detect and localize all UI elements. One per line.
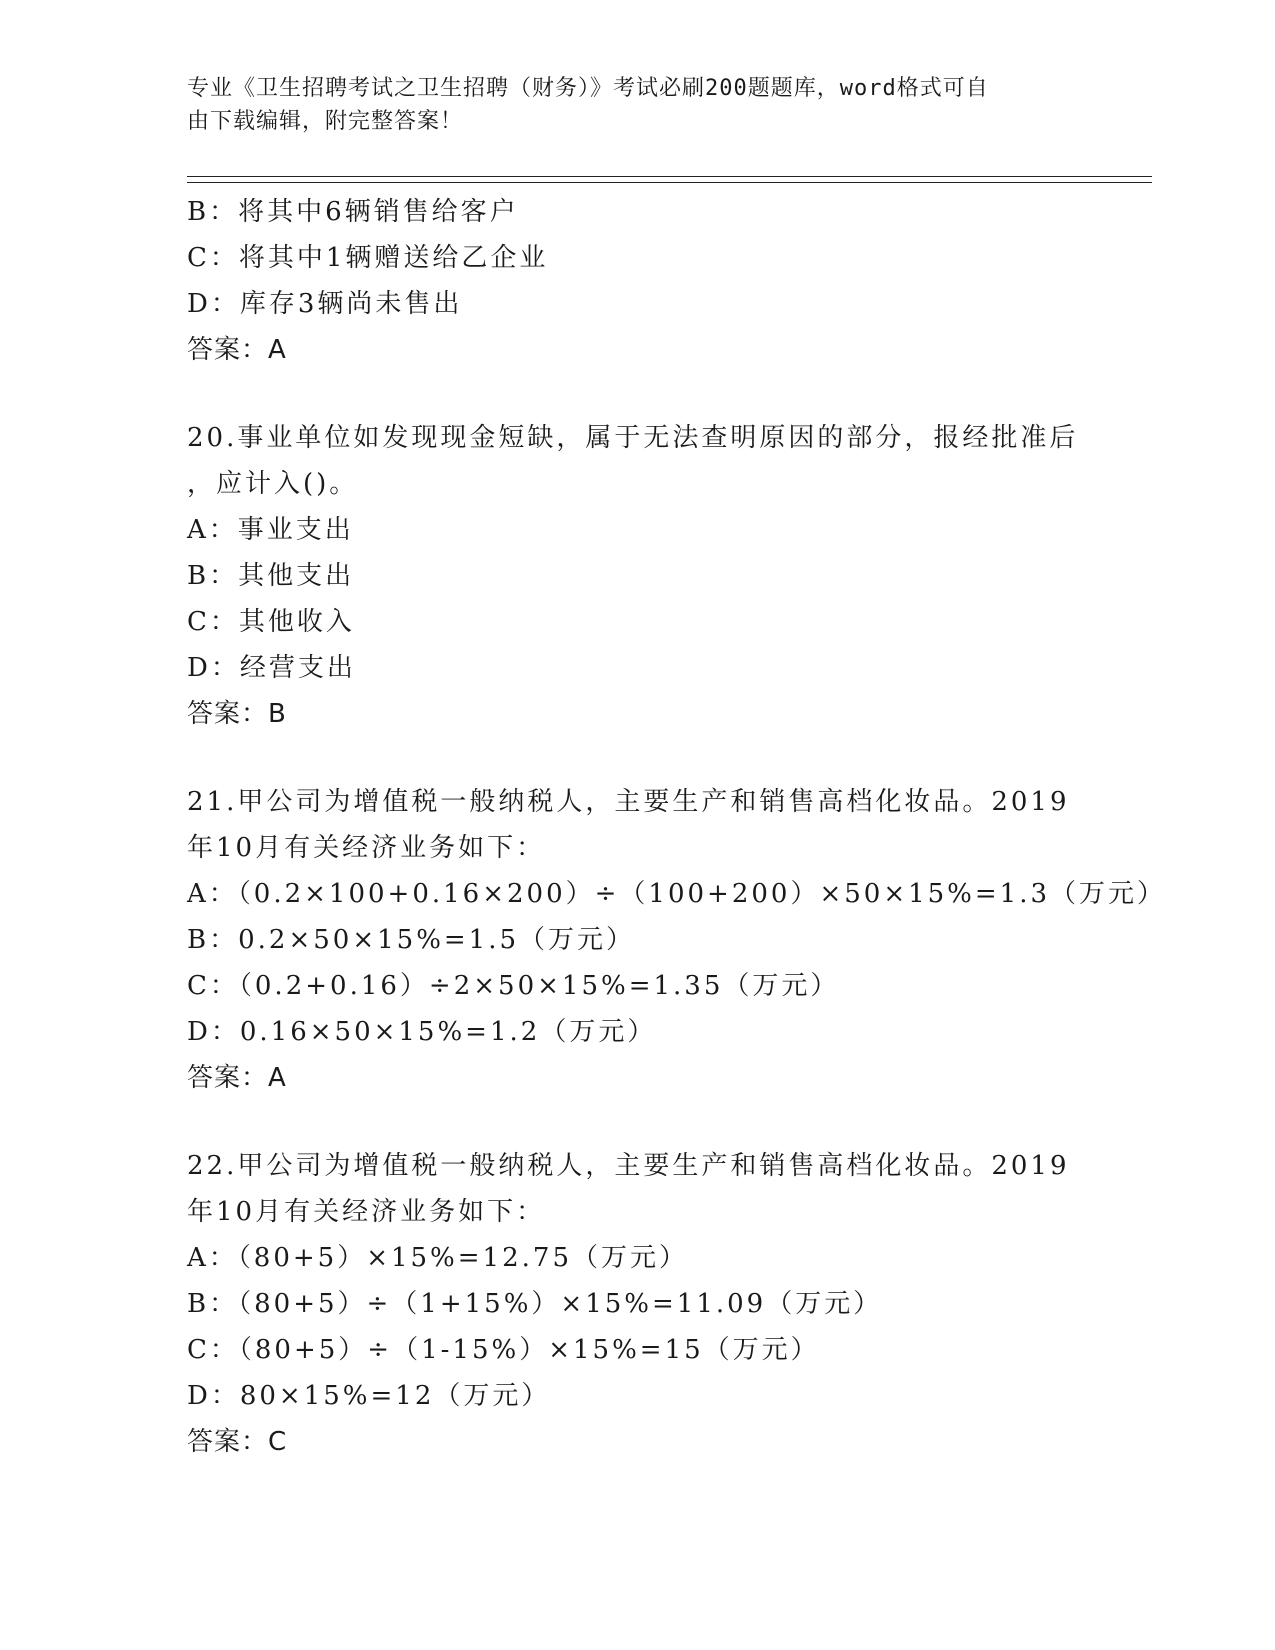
- question-stem-continued: 年10月有关经济业务如下：: [187, 1197, 546, 1227]
- option-b: B：（80+5）÷（1+15%）×15%=11.09（万元）: [187, 1289, 883, 1319]
- option-b: B：其他支出: [187, 561, 355, 591]
- question-22: [187, 1143, 1127, 1465]
- header-line-2: 由下载编辑，附完整答案！: [187, 109, 464, 134]
- option-d: D：经营支出: [187, 653, 356, 683]
- option-d: D：80×15%=12（万元）: [187, 1381, 551, 1411]
- option-a: A：（80+5）×15%=12.75（万元）: [187, 1243, 688, 1273]
- option-c: C：其他收入: [187, 607, 355, 637]
- question-stem-continued: ，应计入()。: [187, 469, 359, 499]
- option-c: C：（0.2+0.16）÷2×50×15%=1.35（万元）: [187, 971, 840, 1001]
- option-b: B：0.2×50×15%=1.5（万元）: [187, 925, 636, 955]
- answer-label: 答案：A: [187, 335, 287, 365]
- header-divider-top: [187, 176, 1152, 177]
- answer-label: 答案：A: [187, 1063, 287, 1093]
- question-19: [187, 189, 1127, 373]
- answer-label: 答案：C: [187, 1427, 288, 1457]
- option-d: D：库存3辆尚未售出: [187, 289, 463, 319]
- answer-label: 答案：B: [187, 699, 287, 729]
- spacer: [187, 373, 1127, 415]
- document-header: [187, 72, 1087, 138]
- question-stem: 21.甲公司为增值税一般纳税人，主要生产和销售高档化妆品。2019: [187, 787, 1070, 817]
- option-c: C：（80+5）÷（1-15%）×15%=15（万元）: [187, 1335, 820, 1365]
- question-20: [187, 415, 1127, 737]
- question-stem: 20.事业单位如发现现金短缺，属于无法查明原因的部分，报经批准后: [187, 423, 1079, 453]
- header-line-1: 专业《卫生招聘考试之卫生招聘（财务）》考试必刷200题题库，word格式可自: [187, 76, 989, 101]
- spacer: [187, 737, 1127, 779]
- question-stem: 22.甲公司为增值税一般纳税人，主要生产和销售高档化妆品。2019: [187, 1151, 1070, 1181]
- option-a: A：事业支出: [187, 515, 354, 545]
- spacer: [187, 1101, 1127, 1143]
- option-d: D：0.16×50×15%=1.2（万元）: [187, 1017, 657, 1047]
- option-c: C：将其中1辆赠送给乙企业: [187, 243, 549, 273]
- header-divider-bottom: [187, 182, 1152, 183]
- question-stem-continued: 年10月有关经济业务如下：: [187, 833, 546, 863]
- question-list: [187, 189, 1167, 1465]
- option-a: A：（0.2×100+0.16×200）÷（100+200）×50×15%=1.3（万元）: [187, 879, 1167, 909]
- option-b: B：将其中6辆销售给客户: [187, 197, 519, 227]
- question-21: [187, 779, 1167, 1101]
